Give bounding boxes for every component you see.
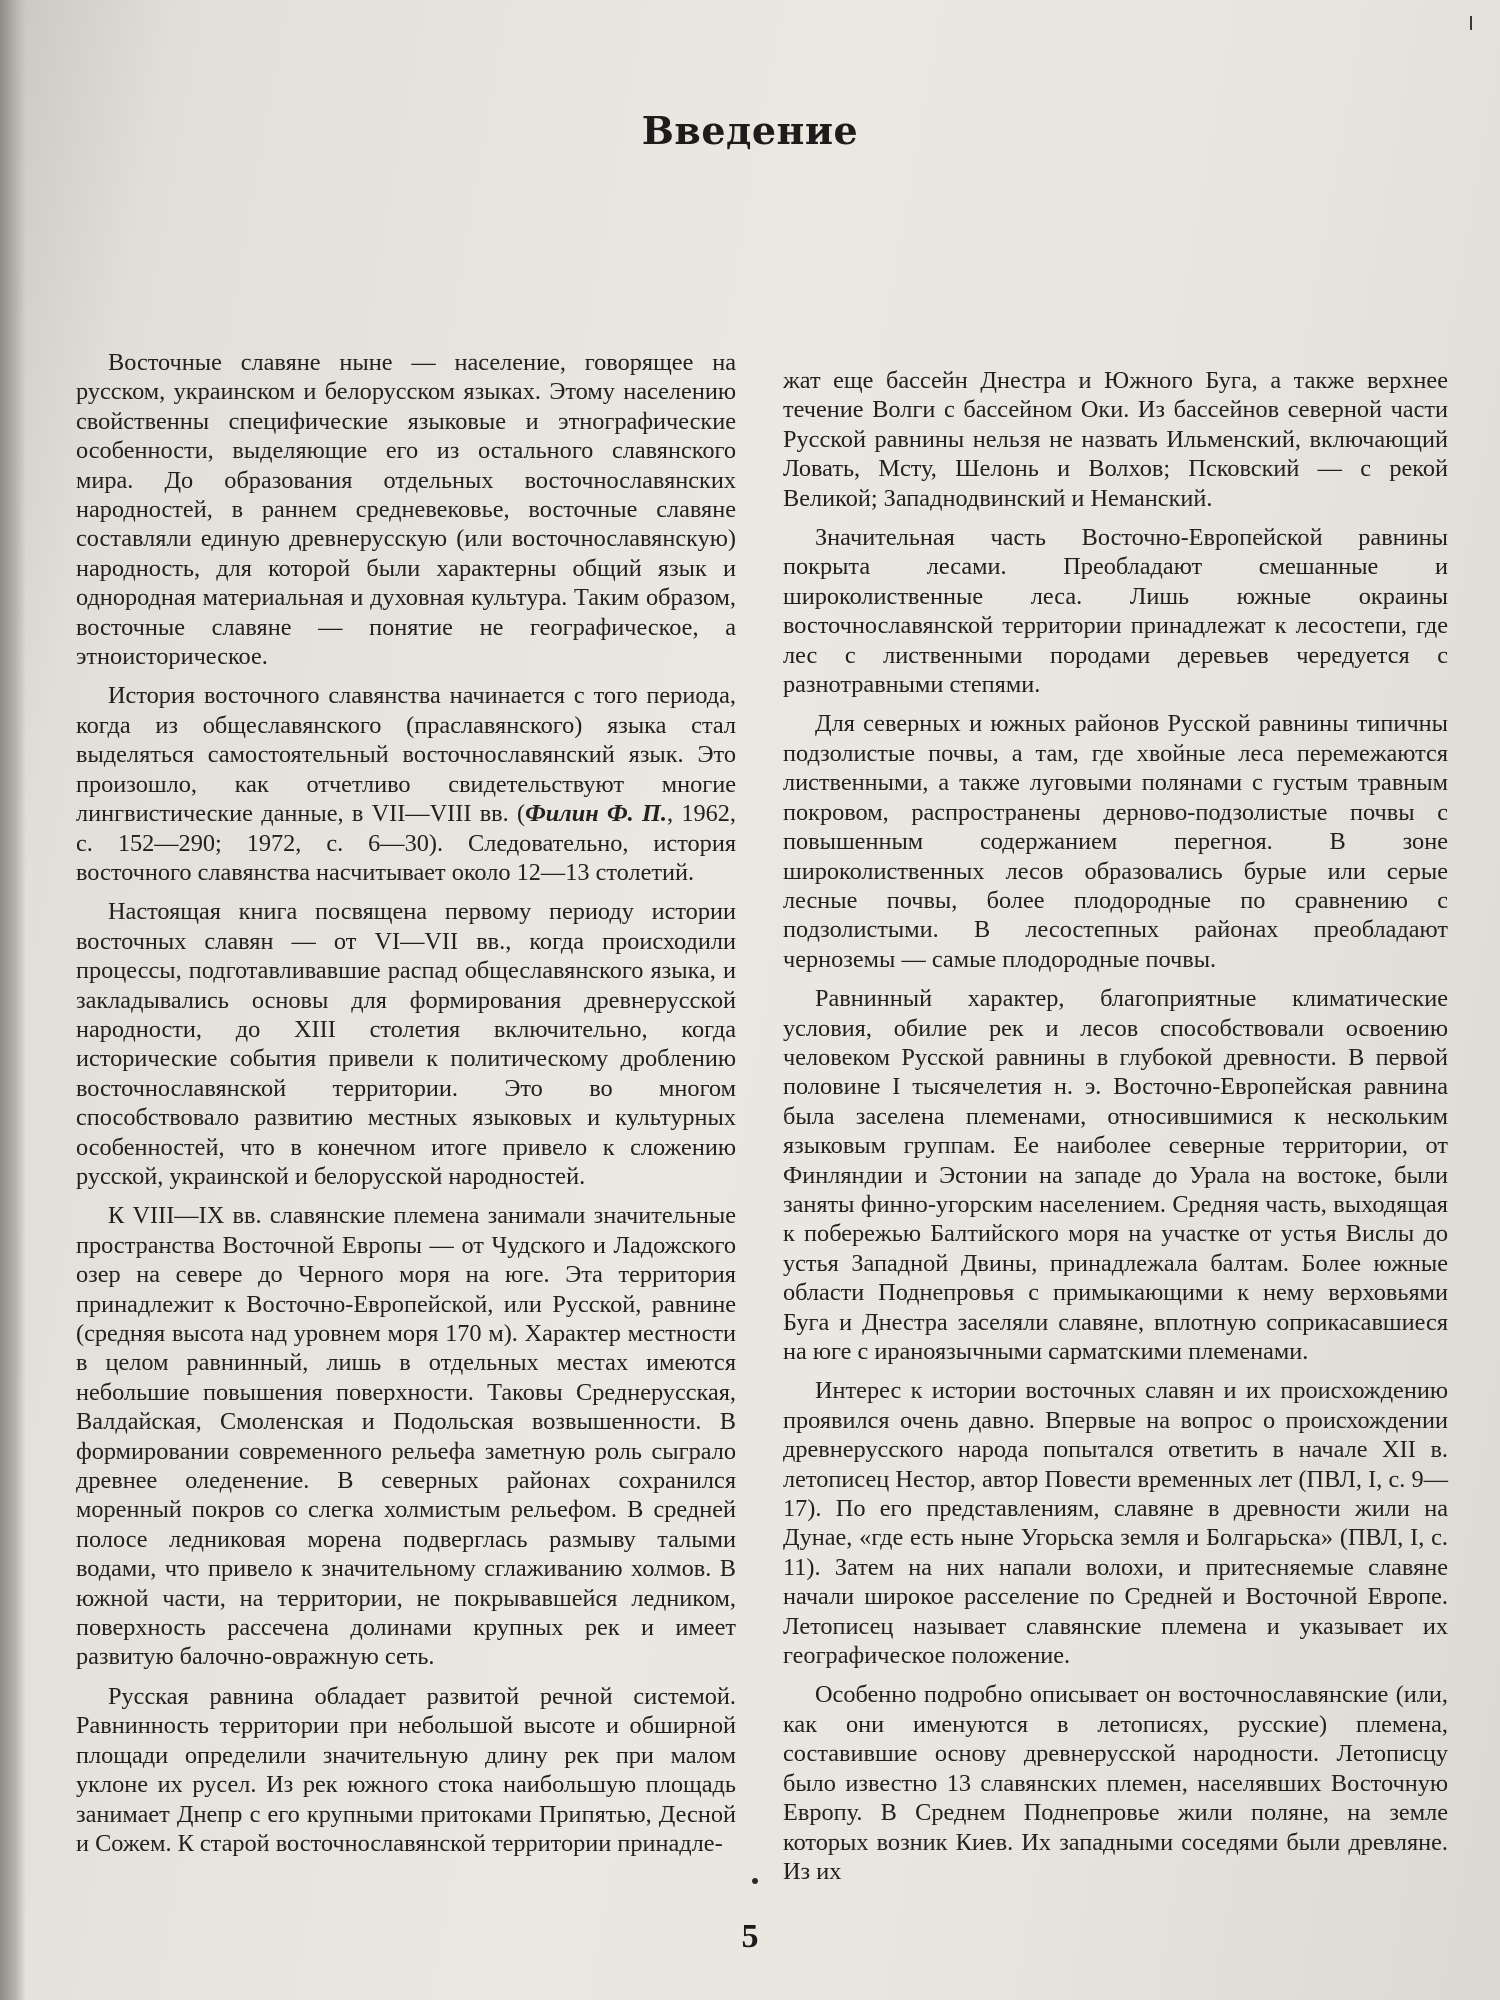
paragraph: Для северных и южных районов Русской равнины типичны подзолистые почвы, а там, где хвойные леса перемежаются лиственными, а также луговыми полянами с густым травным покровом, распространены дерново-подзолистые почвы с повышенным содержанием перегноя. В зоне широколиственных лесов образовались бурые или серые лесные почвы, более плодородные по сравнению с подзолистыми. В лесостепных районах преобладают черноземы — самые плодородные почвы.	[783, 710, 1448, 973]
corner-mark	[1470, 16, 1472, 30]
paragraph: Восточные славяне ныне — население, говорящее на русском, украинском и белорусском языках. Этому населению свойственны специфические языковые и этнографические особенности, выделяющие его из остального славянского мира. До образования отдельных восточнославянских народностей, в раннем средневековье, восточные славяне составляли единую древнерусскую (или восточнославянскую) народность, для которой были характерны общий язык и однородная материальная и духовная культура. Таким образом, восточные славяне — понятие не географическое, а этноисторическое.	[76, 349, 736, 671]
page-number: 5	[741, 1918, 759, 1955]
print-mark	[752, 1878, 758, 1884]
paragraph: История восточного славянства начинается с того периода, когда из общеславянского (праславянского) языка стал выделяться самостоятельный восточнославянский язык. Это произошло, как отчетливо свидетельствуют многие лингвистические данные, в VII—VIII вв. (Филин Ф. П., 1962, с. 152—290; 1972, с. 6—30). Следовательно, история восточного славянства насчитывает около 12—13 столетий.	[76, 682, 736, 886]
right-column	[783, 366, 1448, 1896]
paragraph: Интерес к истории восточных славян и их происхождению проявился очень давно. Впервые на вопрос о происхождении древнерусского народа попытался ответить в начале XII в. летописец Нестор, автор Повести временных лет (ПВЛ, I, с. 9—17). По его представлениям, славяне в древности жили на Дунае, «где есть ныне Угорьска земля и Болгарьска» (ПВЛ, I, с. 11). Затем на них напали волохи, и притесняемые славяне начали широкое расселение по Средней и Восточной Европе. Летописец называет славянские племена и указывает их географическое положение.	[783, 1377, 1448, 1670]
citation-author: Филин Ф. П.	[525, 800, 667, 828]
paragraph: Значительная часть Восточно-Европейской равнины покрыта лесами. Преобладают смешанные и широколиственные леса. Лишь южные окраины восточнославянской территории принадлежат к лесостепи, где лес с лиственными породами деревьев чередуется с разнотравными степями.	[783, 524, 1448, 699]
left-column	[76, 348, 736, 1868]
paragraph: Русская равнина обладает развитой речной системой. Равнинность территории при небольшой высоте и обширной площади определили значительную длину рек при малом уклоне их русел. Из рек южного стока наибольшую площадь занимает Днепр с его крупными притоками Припятью, Десной и Сожем. К старой восточнославянской территории принадле-	[76, 1682, 736, 1857]
paragraph: К VIII—IX вв. славянские племена занимали значительные пространства Восточной Европы — от Чудского и Ладожского озер на севере до Черного моря на юге. Эта территория принадлежит к Восточно-Европейской, или Русской, равнине (средняя высота над уровнем моря 170 м). Характер местности в целом равнинный, лишь в отдельных местах имеются небольшие повышения поверхности. Таковы Среднерусская, Валдайская, Смоленская и Подольская возвышенности. В формировании современного рельефа заметную роль сыграло древнее оледенение. В северных районах сохранился моренный покров со слегка холмистым рельефом. В средней полосе ледниковая морена подверглась размыву талыми водами, что привело к значительному сглаживанию холмов. В южной части, на территории, не покрывавшейся ледником, поверхность рассечена долинами крупных рек и имеет развитую балочно-овражную сеть.	[76, 1202, 736, 1671]
paragraph: Настоящая книга посвящена первому периоду истории восточных славян — от VI—VII вв., когда происходили процессы, подготавливавшие распад общеславянского языка, и закладывались основы для формирования древнерусской народности, до XIII столетия включительно, когда исторические события привели к политическому дроблению восточнославянской территории. Это во многом способствовало развитию местных языковых и культурных особенностей, что в конечном итоге привело к сложению русской, украинской и белорусской народностей.	[76, 898, 736, 1190]
page-title: Введение	[641, 108, 859, 153]
binding-shadow	[0, 0, 26, 2000]
paragraph: Особенно подробно описывает он восточнославянские (или, как они именуются в летописях, русские) племена, составившие основу древнерусской народности. Летописцу было известно 13 славянских племен, населявших Восточную Европу. В Среднем Поднепровье жили поляне, на земле которых возник Киев. Их западными соседями были древляне. Из их	[783, 1681, 1448, 1885]
paragraph: Равнинный характер, благоприятные климатические условия, обилие рек и лесов способствовали освоению человеком Русской равнины в глубокой древности. В первой половине I тысячелетия н. э. Восточно-Европейская равнина была заселена племенами, относившимися к нескольким языковым группам. Ее наиболее северные территории, от Финляндии и Эстонии на западе до Урала на востоке, были заняты финно-угорским населением. Средняя часть, выходящая к побережью Балтийского моря на участке от устья Вислы до устья Западной Двины, принадлежала балтам. Более южные области Поднепровья с примыкающими к нему верховьями Буга и Днестра заселяли славяне, вплотную соприкасавшиеся на юге с ираноязычными сарматскими племенами.	[783, 985, 1448, 1365]
paragraph: жат еще бассейн Днестра и Южного Буга, а также верхнее течение Волги с бассейном Оки. Из бассейнов северной части Русской равнины нельзя не назвать Ильменский, включающий Ловать, Мсту, Шелонь и Волхов; Псковский — с рекой Великой; Западнодвинский и Неманский.	[783, 367, 1448, 512]
